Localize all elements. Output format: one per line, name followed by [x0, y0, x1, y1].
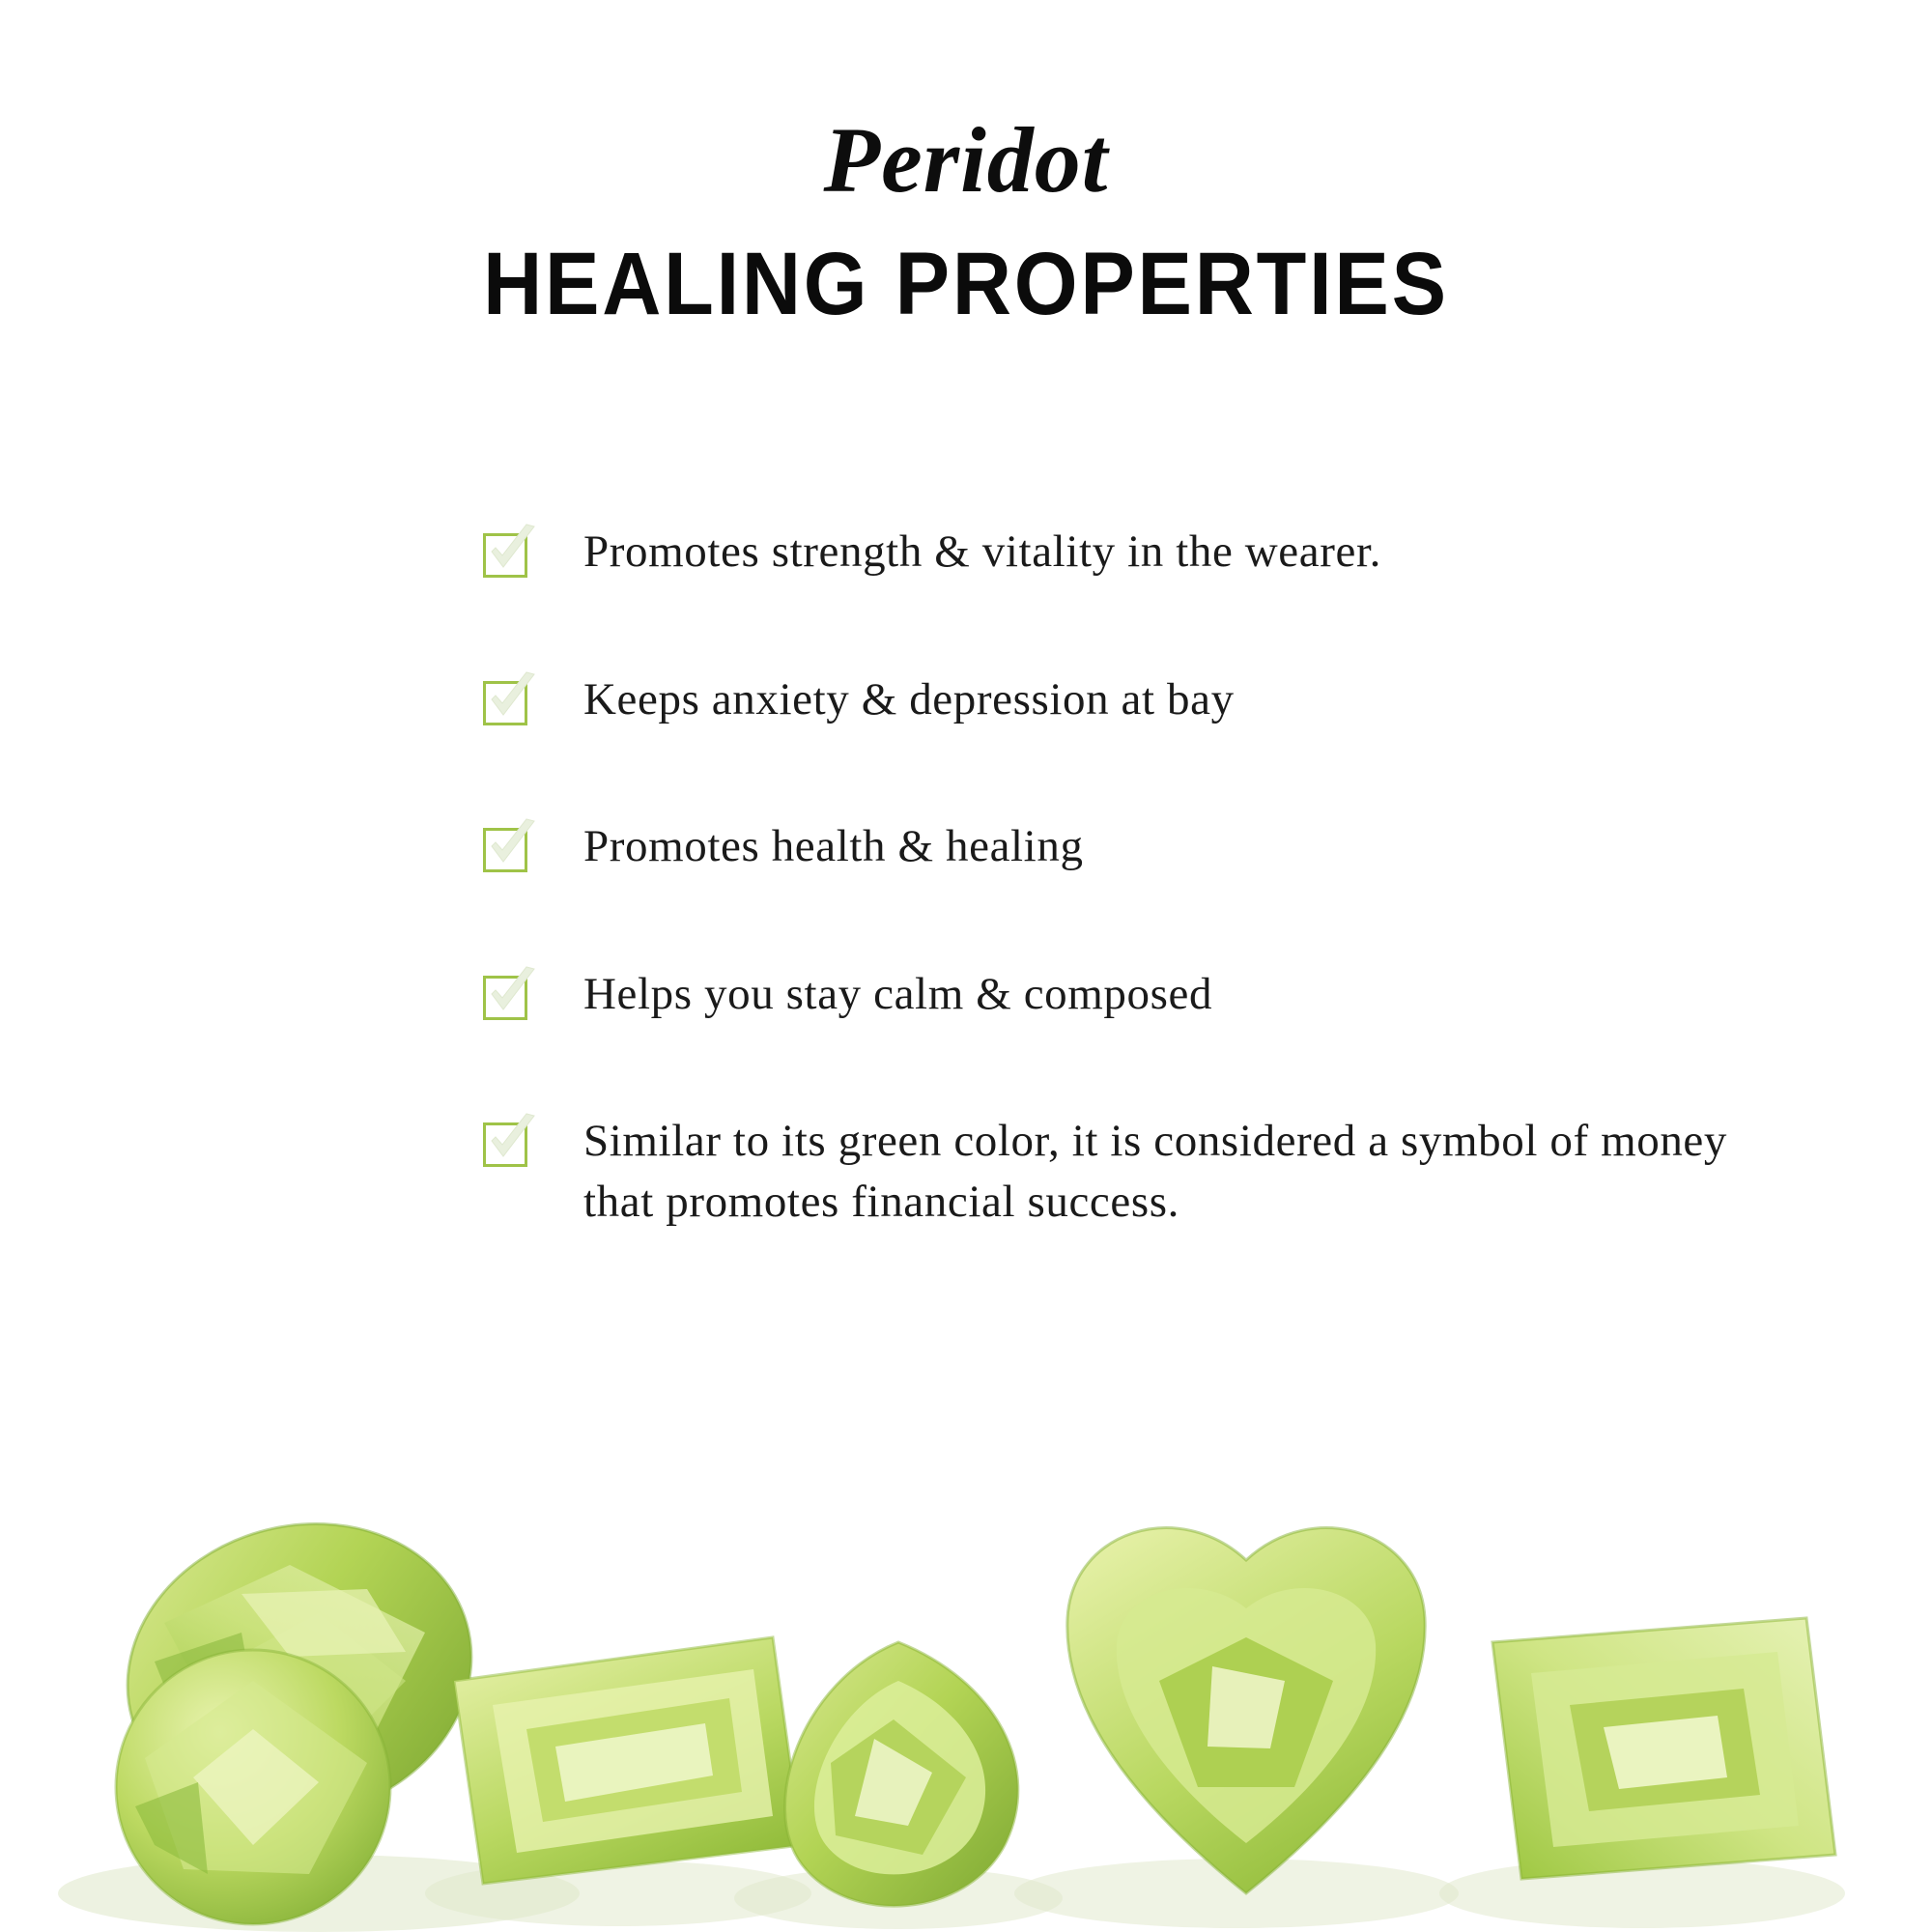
- checkbox-checked-icon: [483, 976, 527, 1020]
- list-item: [483, 816, 1806, 877]
- baguette-gem: [454, 1637, 802, 1884]
- list-item-label: Helps you stay calm & composed: [583, 968, 1213, 1019]
- gemstone-image: [0, 1391, 1932, 1932]
- list-item: [483, 669, 1806, 730]
- checkbox-checked-icon: [483, 1122, 527, 1167]
- page-title-script: Peridot: [823, 108, 1109, 212]
- checkbox-checked-icon: [483, 681, 527, 725]
- checkbox-checked-icon: [483, 828, 527, 872]
- list-item: [483, 522, 1806, 582]
- healing-properties-list: [483, 522, 1806, 1232]
- list-item-label: Keeps anxiety & depression at bay: [583, 673, 1235, 724]
- list-item-label: Promotes health & healing: [583, 821, 1084, 871]
- page-title: HEALING PROPERTIES: [483, 235, 1449, 333]
- list-item-label: Similar to its green color, it is considered a symbol of money that promotes financial success.: [583, 1116, 1727, 1227]
- square-gem: [1492, 1618, 1835, 1879]
- list-item-label: Promotes strength & vitality in the wearer.: [583, 526, 1381, 577]
- heart-gem: [1067, 1528, 1425, 1893]
- round-gem-small: [116, 1650, 390, 1924]
- checkbox-checked-icon: [483, 533, 527, 578]
- pear-gem: [785, 1642, 1018, 1906]
- header: [0, 0, 1932, 333]
- list-item: [483, 1111, 1806, 1232]
- list-item: [483, 964, 1806, 1025]
